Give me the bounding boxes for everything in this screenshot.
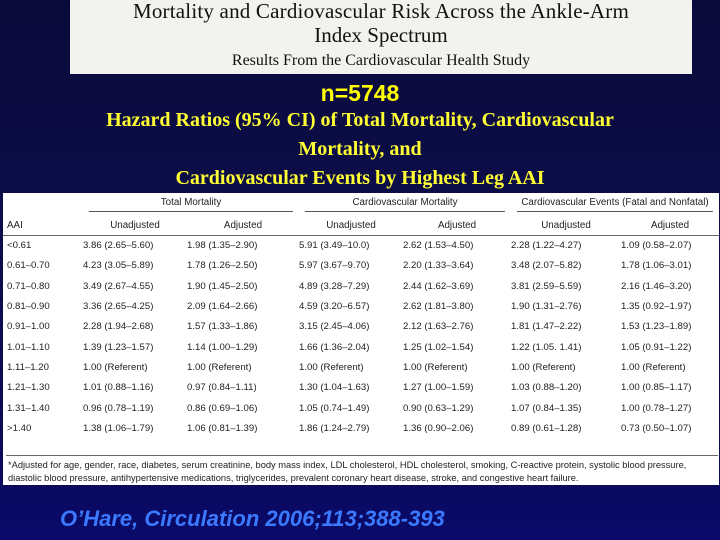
aai-range-cell: >1.40: [3, 418, 83, 438]
hazard-ratio-cell: 4.23 (3.05–5.89): [83, 256, 187, 276]
hazard-ratio-cell: 1.86 (1.24–2.79): [299, 418, 403, 438]
column-header-unadjusted: Unadjusted: [299, 215, 403, 236]
hazard-ratio-cell: 1.05 (0.74–1.49): [299, 398, 403, 418]
citation: O’Hare, Circulation 2006;113;388-393: [60, 506, 445, 531]
hazard-ratio-cell: 1.66 (1.36–2.04): [299, 337, 403, 357]
hazard-ratio-cell: 1.81 (1.47–2.22): [511, 317, 621, 337]
title-subtitle: Results From the Cardiovascular Health Study: [231, 52, 531, 69]
hazard-ratio-cell: 1.05 (0.91–1.22): [621, 337, 719, 357]
hazard-ratio-cell: 1.00 (0.85–1.17): [621, 378, 719, 398]
aai-range-cell: 0.81–0.90: [3, 296, 83, 316]
hazard-ratio-cell: 5.97 (3.67–9.70): [299, 256, 403, 276]
hazard-ratio-cell: 1.53 (1.23–1.89): [621, 317, 719, 337]
hazard-ratio-cell: 2.62 (1.53–4.50): [403, 236, 511, 256]
hazard-ratio-cell: 5.91 (3.49–10.0): [299, 236, 403, 256]
hazard-ratio-cell: 0.96 (0.78–1.19): [83, 398, 187, 418]
hazard-ratio-cell: 1.39 (1.23–1.57): [83, 337, 187, 357]
hazard-ratio-cell: 0.97 (0.84–1.11): [187, 378, 299, 398]
headline-line-1: Hazard Ratios (95% CI) of Total Mortality, Cardiovascular: [106, 109, 614, 131]
hazard-ratio-cell: 1.27 (1.00–1.59): [403, 378, 511, 398]
hazard-ratio-cell: 1.00 (Referent): [83, 357, 187, 377]
aai-range-cell: 1.11–1.20: [3, 357, 83, 377]
hazard-ratio-cell: 1.07 (0.84–1.35): [511, 398, 621, 418]
hazard-ratio-cell: 1.14 (1.00–1.29): [187, 337, 299, 357]
group-header-row: [3, 193, 719, 215]
aai-range-cell: 1.01–1.10: [3, 337, 83, 357]
hazard-ratio-cell: 1.00 (Referent): [299, 357, 403, 377]
hazard-ratio-cell: 1.78 (1.26–2.50): [187, 256, 299, 276]
hazard-ratio-cell: 1.38 (1.06–1.79): [83, 418, 187, 438]
hazard-ratio-cell: 0.90 (0.63–1.29): [403, 398, 511, 418]
hazard-ratio-cell: 1.35 (0.92–1.97): [621, 296, 719, 316]
hazard-ratio-cell: 1.22 (1.05. 1.41): [511, 337, 621, 357]
hazard-ratio-cell: 2.09 (1.64–2.66): [187, 296, 299, 316]
hazard-ratio-cell: 1.57 (1.33–1.86): [187, 317, 299, 337]
hazard-ratio-cell: 1.25 (1.02–1.54): [403, 337, 511, 357]
title-line-2: Index Spectrum: [314, 23, 448, 47]
sample-size: n=5748: [320, 80, 400, 106]
hazard-ratio-cell: 0.89 (0.61–1.28): [511, 418, 621, 438]
hazard-ratio-cell: 3.48 (2.07–5.82): [511, 256, 621, 276]
hazard-ratio-cell: 1.00 (Referent): [511, 357, 621, 377]
table-row: [3, 317, 719, 337]
hazard-ratio-cell: 1.90 (1.45–2.50): [187, 276, 299, 296]
headline: [40, 106, 680, 193]
hazard-ratio-cell: 3.81 (2.59–5.59): [511, 276, 621, 296]
group-header-total-mortality: Total Mortality: [83, 193, 299, 215]
column-header-unadjusted: Unadjusted: [83, 215, 187, 236]
column-header-unadjusted: Unadjusted: [511, 215, 621, 236]
hazard-ratio-cell: 2.44 (1.62–3.69): [403, 276, 511, 296]
table-row: [3, 236, 719, 256]
hazard-ratio-cell: 2.28 (1.94–2.68): [83, 317, 187, 337]
table-row: [3, 296, 719, 316]
hazard-ratio-cell: 1.00 (Referent): [621, 357, 719, 377]
title-box: [70, 0, 692, 74]
group-header-cv-events: Cardiovascular Events (Fatal and Nonfatal): [511, 193, 719, 215]
column-header-adjusted: Adjusted: [403, 215, 511, 236]
aai-range-cell: 1.31–1.40: [3, 398, 83, 418]
hazard-ratio-table: [3, 193, 719, 438]
hazard-ratio-cell: 2.20 (1.33–3.64): [403, 256, 511, 276]
hazard-ratio-cell: 1.78 (1.06–3.01): [621, 256, 719, 276]
hazard-ratio-cell: 1.36 (0.90–2.06): [403, 418, 511, 438]
headline-line-2: Mortality, and: [298, 138, 422, 160]
hazard-ratio-cell: 1.00 (Referent): [403, 357, 511, 377]
table-body: [3, 236, 719, 439]
aai-range-cell: 0.61–0.70: [3, 256, 83, 276]
table-row: [3, 398, 719, 418]
hazard-ratio-cell: 2.28 (1.22–4.27): [511, 236, 621, 256]
column-header-aai: AAI: [3, 215, 83, 236]
hazard-ratio-cell: 0.86 (0.69–1.06): [187, 398, 299, 418]
hazard-ratio-cell: 1.06 (0.81–1.39): [187, 418, 299, 438]
hazard-ratio-cell: 1.98 (1.35–2.90): [187, 236, 299, 256]
table-row: [3, 418, 719, 438]
hazard-ratio-cell: 1.09 (0.58–2.07): [621, 236, 719, 256]
hazard-ratio-cell: 3.15 (2.45–4.06): [299, 317, 403, 337]
hazard-ratio-cell: 2.12 (1.63–2.76): [403, 317, 511, 337]
hazard-ratio-cell: 1.30 (1.04–1.63): [299, 378, 403, 398]
hazard-ratio-table-panel: [3, 193, 719, 485]
table-row: [3, 378, 719, 398]
hazard-ratio-cell: 3.86 (2.65–5.60): [83, 236, 187, 256]
hazard-ratio-cell: 2.16 (1.46–3.20): [621, 276, 719, 296]
aai-range-cell: <0.61: [3, 236, 83, 256]
hazard-ratio-cell: 0.73 (0.50–1.07): [621, 418, 719, 438]
hazard-ratio-cell: 1.01 (0.88–1.16): [83, 378, 187, 398]
column-header-row: [3, 215, 719, 236]
table-row: [3, 276, 719, 296]
table-row: [3, 256, 719, 276]
hazard-ratio-cell: 4.59 (3.20–6.57): [299, 296, 403, 316]
column-header-adjusted: Adjusted: [187, 215, 299, 236]
table-row: [3, 337, 719, 357]
headline-line-3: Cardiovascular Events by Highest Leg AAI: [175, 167, 545, 189]
hazard-ratio-cell: 1.00 (0.78–1.27): [621, 398, 719, 418]
hazard-ratio-cell: 1.90 (1.31–2.76): [511, 296, 621, 316]
hazard-ratio-cell: 2.62 (1.81–3.80): [403, 296, 511, 316]
table-row: [3, 357, 719, 377]
aai-range-cell: 1.21–1.30: [3, 378, 83, 398]
group-header-cv-mortality: Cardiovascular Mortality: [299, 193, 511, 215]
table-footnote: *Adjusted for age, gender, race, diabetes, serum creatinine, body mass index, LDL cholesterol, HDL cholesterol, smoking, C-reactive protein, systolic blood pressure, diastolic blood pressure, antihypertensive medications, triglycerides, prevalent coronary heart disease, stroke, and congestive heart failure.: [6, 455, 718, 485]
group-header-blank: [3, 193, 83, 215]
title-line-1: Mortality and Cardiovascular Risk Across the Ankle-Arm: [132, 0, 630, 23]
hazard-ratio-cell: 1.03 (0.88–1.20): [511, 378, 621, 398]
hazard-ratio-cell: 3.36 (2.65–4.25): [83, 296, 187, 316]
column-header-adjusted: Adjusted: [621, 215, 719, 236]
aai-range-cell: 0.71–0.80: [3, 276, 83, 296]
aai-range-cell: 0.91–1.00: [3, 317, 83, 337]
hazard-ratio-cell: 3.49 (2.67–4.55): [83, 276, 187, 296]
hazard-ratio-cell: 4.89 (3.28–7.29): [299, 276, 403, 296]
hazard-ratio-cell: 1.00 (Referent): [187, 357, 299, 377]
